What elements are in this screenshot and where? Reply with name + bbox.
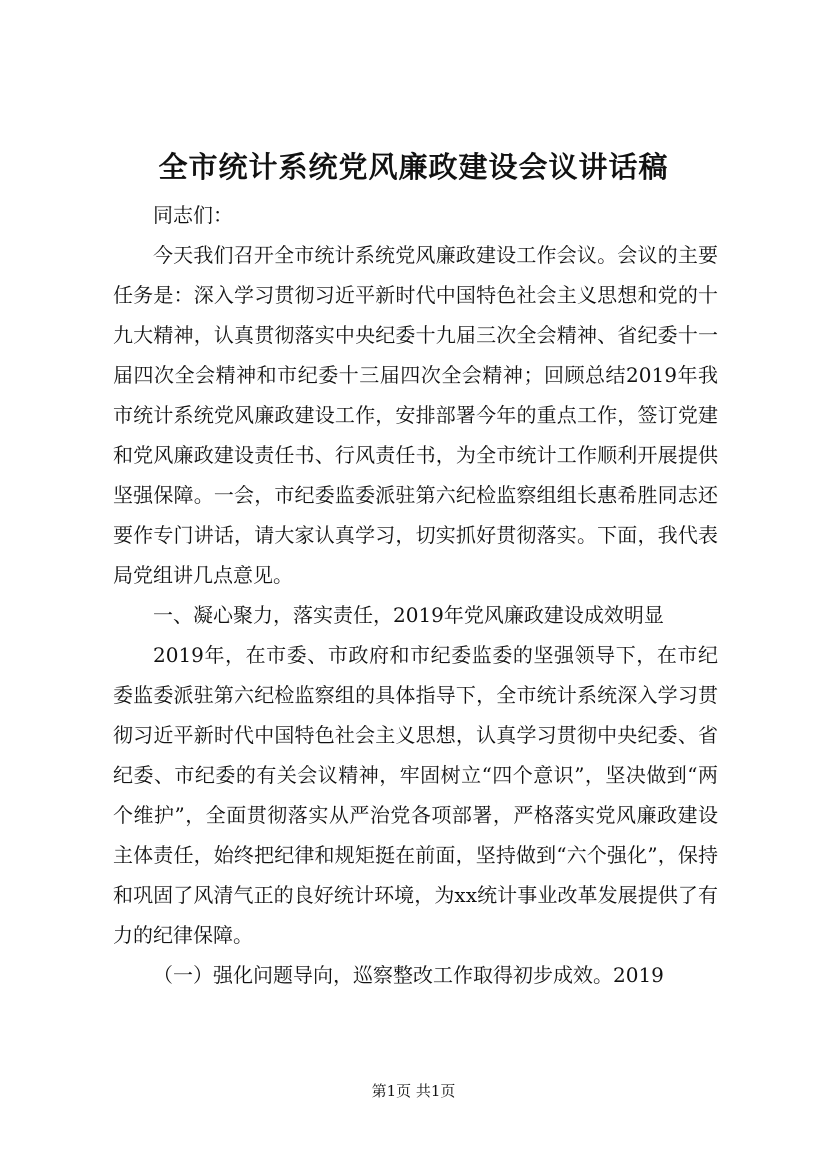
subsection-heading-1: （一）强化问题导向，巡察整改工作取得初步成效。2019 [153,963,664,987]
section-heading-1: 一、凝心聚力，落实责任，2019年党风廉政建设成效明显 [153,603,664,627]
paragraph-intro: 今天我们召开全市统计系统党风廉政建设工作会议。会议的主要任务是：深入学习贯彻习近平新时代中国特色社会主义思想和党的十九大精神，认真贯彻落实中央纪委十九届三次全会精神、省纪委十一届四次全会精神和市纪委十三届四次全会精神；回顾总结2019年我市统计系统党风廉政建设工作，安排部署今年的重点工作，签订党建和党风廉政建设责任书、行风责任书，为全市统计工作顺利开展提供坚强保障。一会，市纪委监委派驻第六纪检监察组组长惠希胜同志还要作专门讲话，请大家认真学习，切实抓好贯彻落实。下面，我代表局党组讲几点意见。 [113,243,718,587]
salutation: 同志们： [153,203,233,227]
document-title: 全市统计系统党风廉政建设会议讲话稿 [158,150,669,184]
paragraph-2019-summary: 2019年，在市委、市政府和市纪委监委的坚强领导下，在市纪委监委派驻第六纪检监察组的具体指导下，全市统计系统深入学习贯彻习近平新时代中国特色社会主义思想，认真学习贯彻中央纪委、省纪委、市纪委的有关会议精神，牢固树立“四个意识”，坚决做到“两个维护”，全面贯彻落实从严治党各项部署，严格落实党风廉政建设主体责任，始终把纪律和规矩挺在前面，坚持做到“六个强化”，保持和巩固了风清气正的良好统计环境，为xx统计事业改革发展提供了有力的纪律保障。 [113,643,718,947]
page-footer: 第1页 共1页 [371,1082,456,1100]
document-body [113,195,718,995]
